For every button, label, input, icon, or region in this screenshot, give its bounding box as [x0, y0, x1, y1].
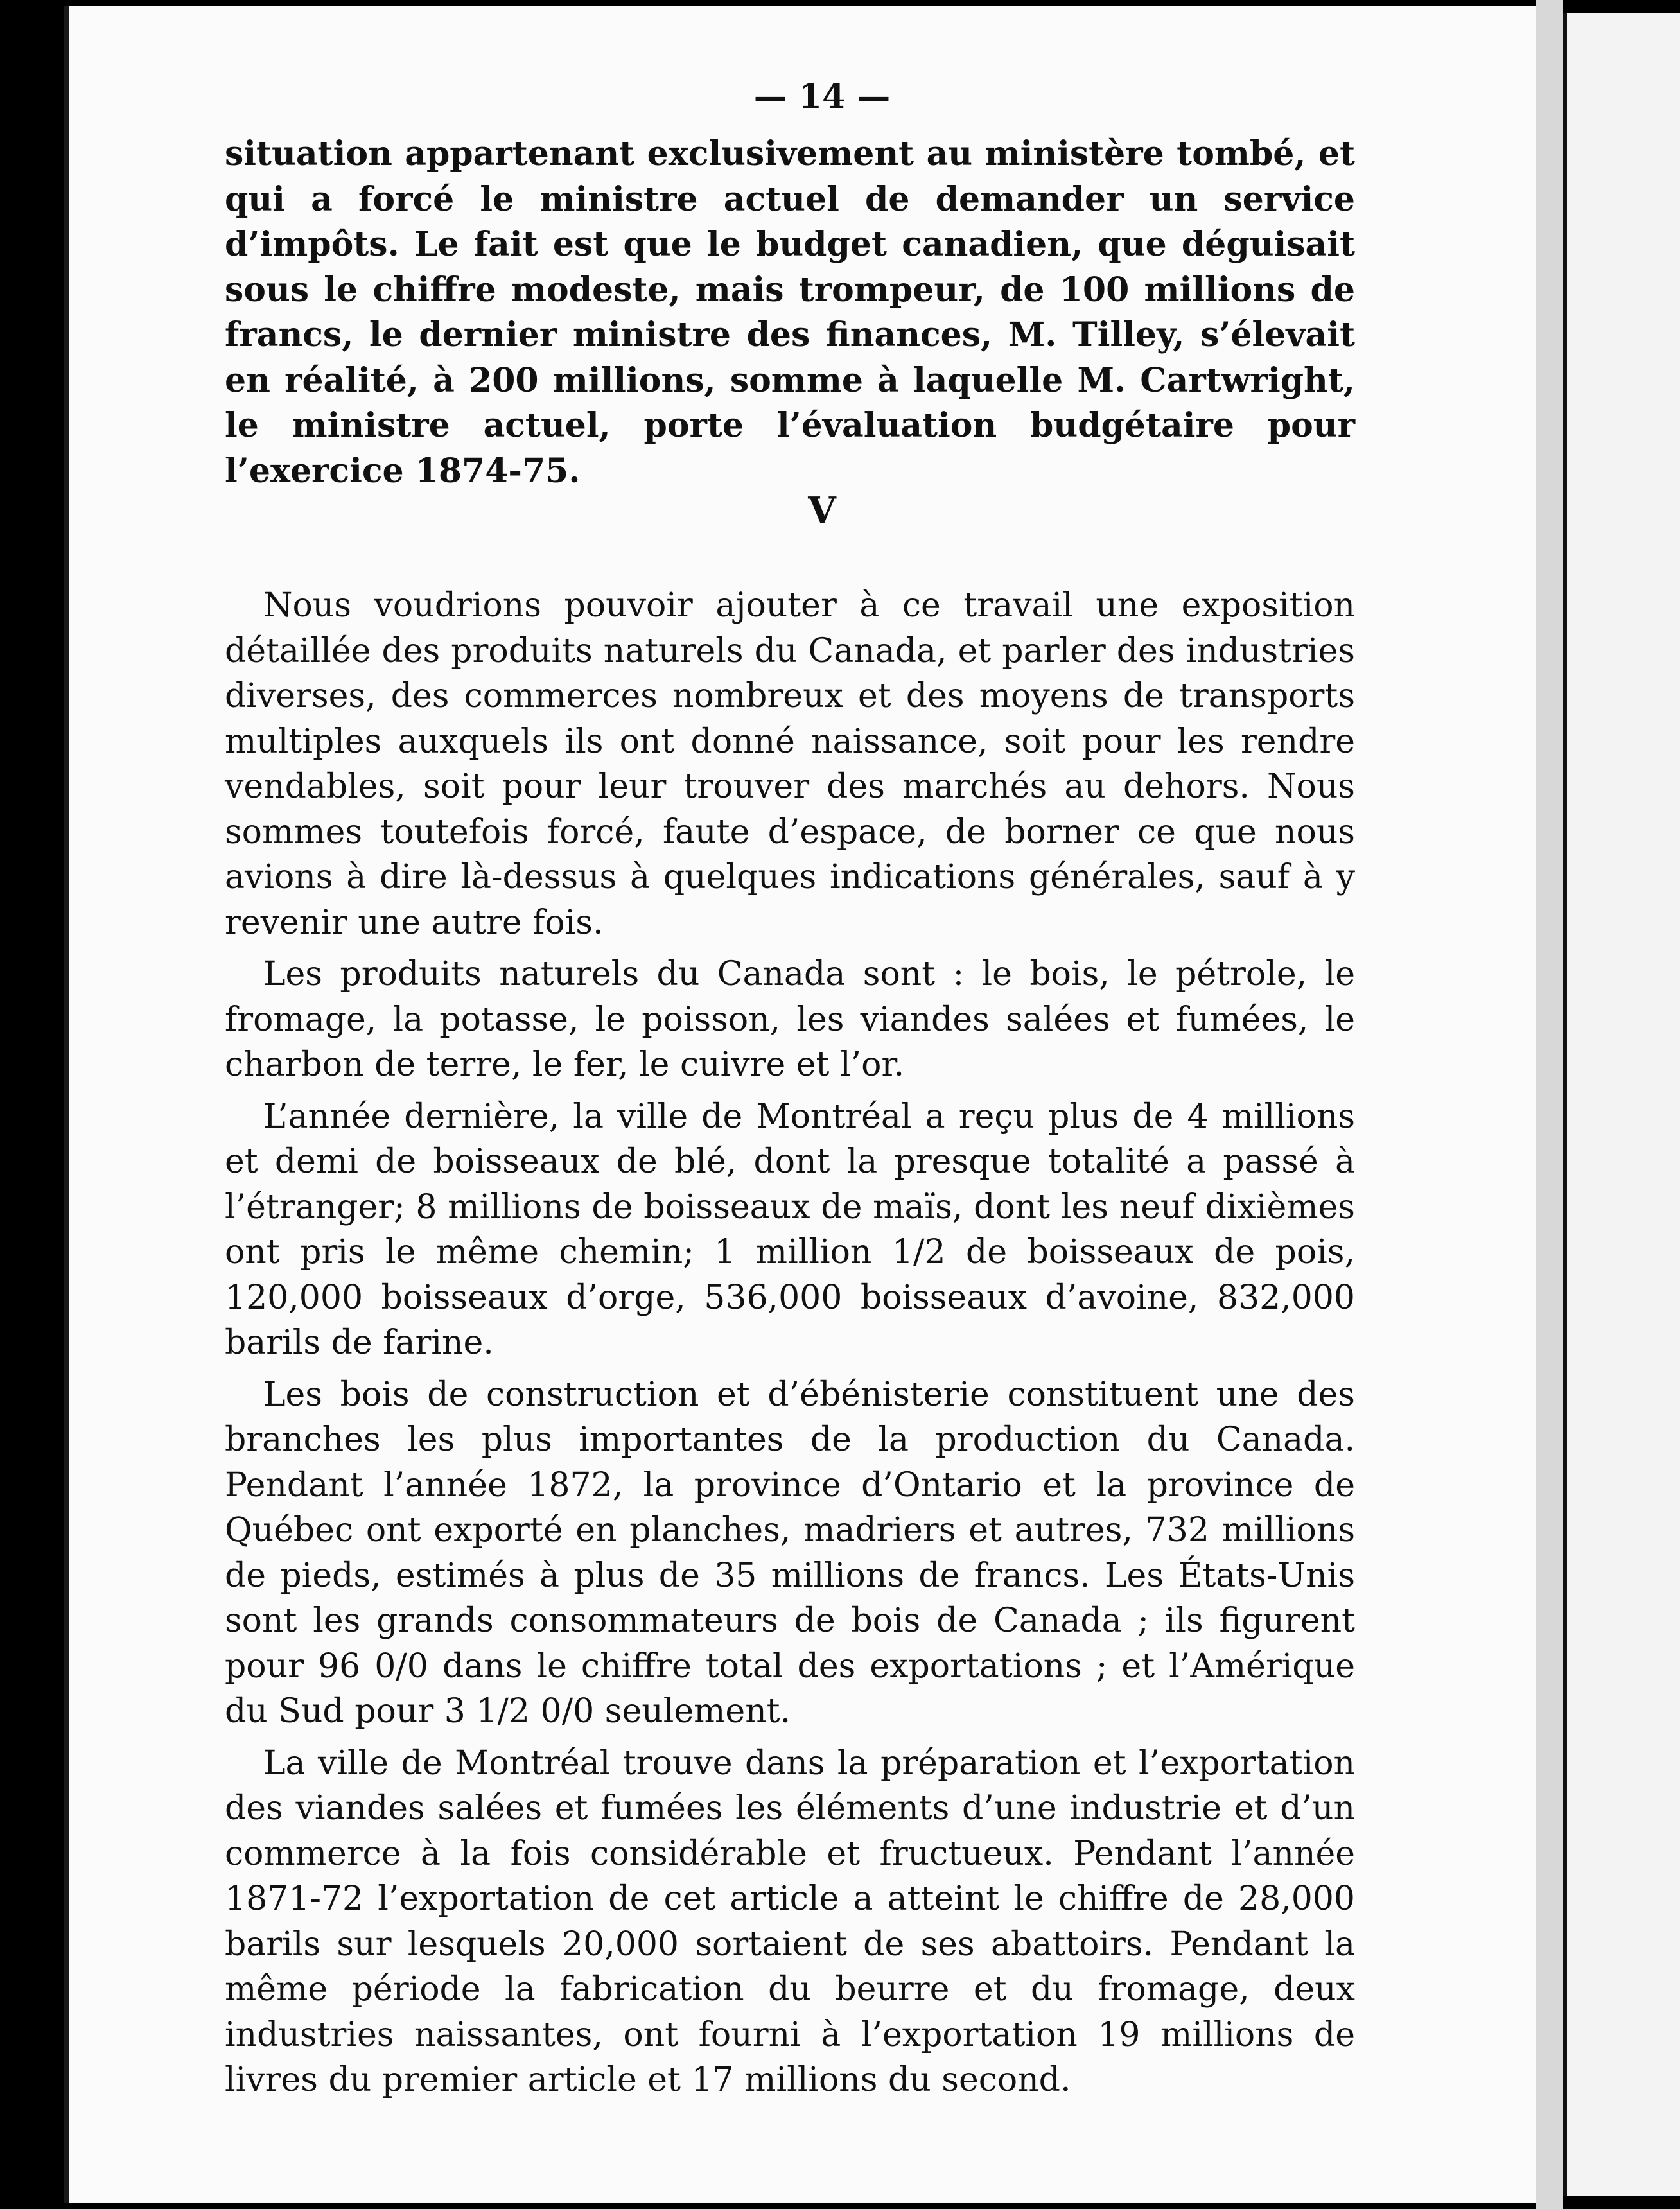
- body-text-top: [225, 132, 1355, 494]
- paragraph-montreal-grain: L’année dernière, la ville de Montréal a reçu plus de 4 millions et demi de boisseaux de blé, dont la presque totalité a passé à l’étranger; 8 millions de boisseaux de maïs, dont les neuf dixièmes ont pris le même chemin; 1 million 1/2 de boisseaux de pois, 120,000 boisseaux d’orge, 536,000 boisseaux d’avoine, 832,000 barils de farine.: [225, 1097, 1355, 1362]
- paragraph-intro: Nous voudrions pouvoir ajouter à ce travail une exposition détaillée des produits naturels du Canada, et parler des industries diverses, des commerces nombreux et des moyens de transports multiples auxquels ils ont donné naissance, soit pour les rendre vendables, soit pour leur trouver des marchés au dehors. Nous sommes toutefois forcé, faute d’espace, de borner ce que nous avions à dire là-dessus à quelques indications générales, sauf à y revenir une autre fois.: [225, 586, 1355, 942]
- body-text-section-v: [225, 583, 1355, 2103]
- paragraph-meat-dairy: La ville de Montréal trouve dans la préparation et l’exportation des viandes salées et fumées les éléments d’une industrie et d’un commerce à la fois considérable et fructueux. Pendant l’année 1871-72 l’exportation de cet article a atteint le chiffre de 28,000 barils sur lesquels 20,000 sortaient de ses abattoirs. Pendant la même période la fabrication du beurre et du fromage, deux industries naissantes, ont fourni à l’exportation 19 millions de livres du premier article et 17 millions du second.: [225, 1743, 1355, 2099]
- paragraph-timber: Les bois de construction et d’ébénisterie constituent une des branches les plus importantes de la production du Canada. Pendant l’année 1872, la province d’Ontario et la province de Québec ont exporté en planches, madriers et autres, 732 millions de pieds, estimés à plus de 35 millions de francs. Les États-Unis sont les grands consommateurs de bois de Canada ; ils figurent pour 96 0/0 dans le chiffre total des exportations ; et l’Amérique du Sud pour 3 1/2 0/0 seulement.: [225, 1375, 1355, 1731]
- section-heading: V: [808, 489, 836, 532]
- adjacent-page-edge: [1563, 13, 1680, 2196]
- page-gutter: [1536, 0, 1563, 2209]
- paragraph-natural-products: Les produits naturels du Canada sont : le bois, le pétrole, le fromage, la potasse, le poisson, les viandes salées et fumées, le charbon de terre, le fer, le cuivre et l’or.: [225, 955, 1355, 1084]
- paragraph-continuation: situation appartenant exclusivement au ministère tombé, et qui a forcé le ministre actuel de demander un service d’impôts. Le fait est que le budget canadien, que déguisait sous le chiffre modeste, mais trompeur, de 100 millions de francs, le dernier ministre des finances, M. Tilley, s’élevait en réalité, à 200 millions, somme à laquelle M. Cartwright, le ministre actuel, porte l’évaluation budgétaire pour l’exercice 1874-75.: [225, 134, 1355, 491]
- page-number: — 14 —: [753, 77, 891, 116]
